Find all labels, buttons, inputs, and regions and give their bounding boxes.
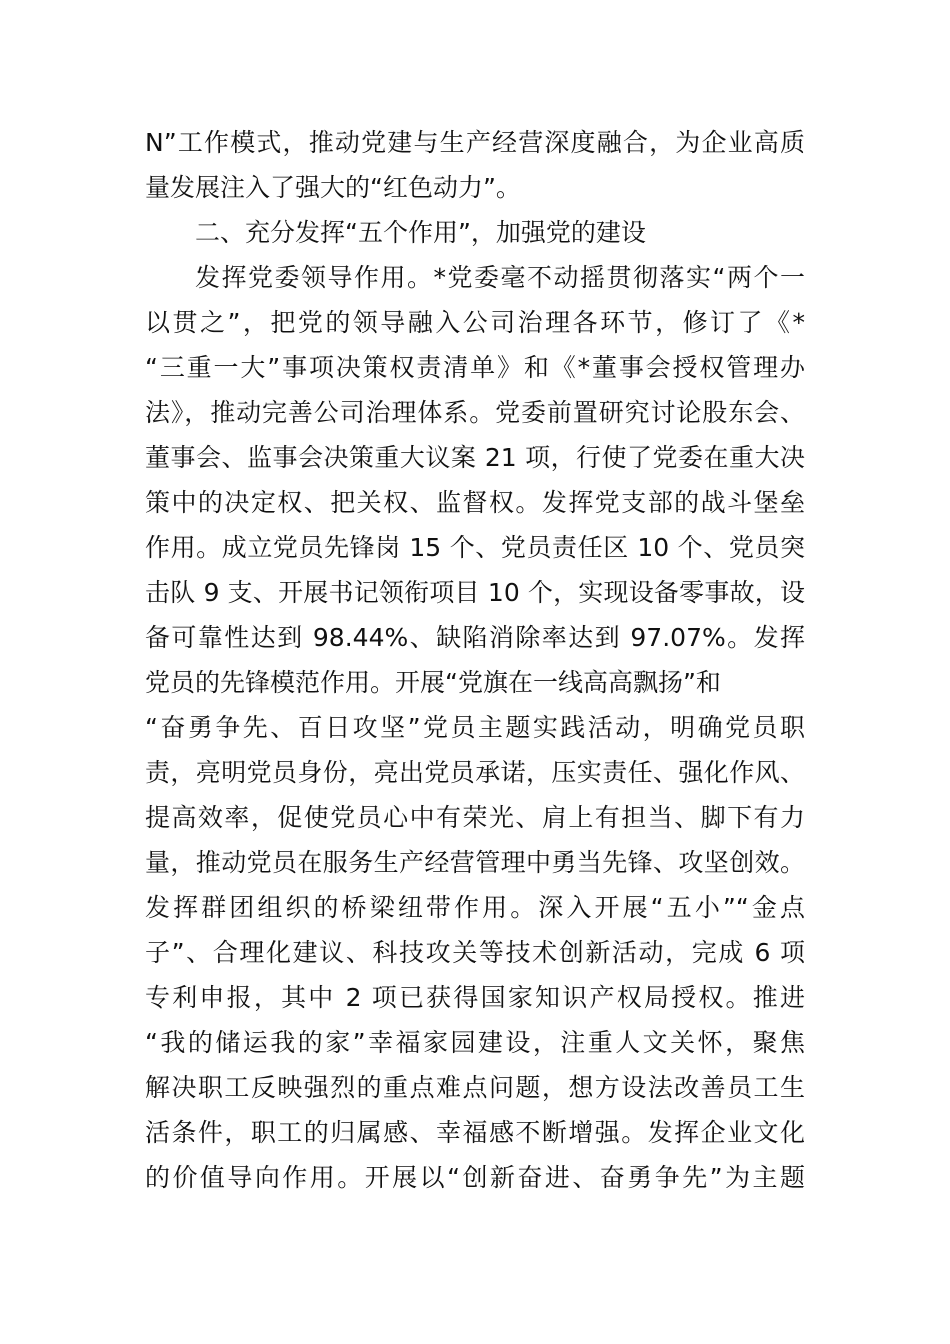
text-line: 责，亮明党员身份，亮出党员承诺，压实责任、强化作风、 — [145, 758, 805, 787]
text-line: N”工作模式，推动党建与生产经营深度融合，为企业高质 — [145, 128, 805, 157]
paragraph-first-line: 发挥党委领导作用。*党委毫不动摇贯彻落实“两个一 — [195, 263, 805, 292]
text-line: 备可靠性达到 98.44%、缺陷消除率达到 97.07%。发挥 — [145, 623, 805, 652]
text-line: 发挥群团组织的桥梁纽带作用。深入开展“五小”“金点 — [145, 893, 805, 922]
text-line: 活条件，职工的归属感、幸福感不断增强。发挥企业文化 — [145, 1118, 805, 1147]
text-line: “我的储运我的家”幸福家园建设，注重人文关怀，聚焦 — [145, 1028, 805, 1057]
text-line: 专利申报，其中 2 项已获得国家知识产权局授权。推进 — [145, 983, 805, 1012]
body-text — [145, 120, 805, 1200]
text-line: 提高效率，促使党员心中有荣光、肩上有担当、脚下有力 — [145, 803, 805, 832]
text-line: 量发展注入了强大的“红色动力”。 — [145, 173, 521, 202]
text-line: “三重一大”事项决策权责清单》和《*董事会授权管理办 — [145, 353, 805, 382]
text-line: “奋勇争先、百日攻坚”党员主题实践活动，明确党员职 — [145, 713, 805, 742]
text-line: 解决职工反映强烈的重点难点问题，想方设法改善员工生 — [145, 1073, 805, 1102]
text-line: 量，推动党员在服务生产经营管理中勇当先锋、攻坚创效。 — [145, 848, 805, 877]
section-heading: 二、充分发挥“五个作用”，加强党的建设 — [195, 218, 646, 247]
text-line: 的价值导向作用。开展以“创新奋进、奋勇争先”为主题 — [145, 1163, 805, 1192]
text-line: 作用。成立党员先锋岗 15 个、党员责任区 10 个、党员突 — [145, 533, 805, 562]
text-line: 党员的先锋模范作用。开展“党旗在一线高高飘扬”和 — [145, 668, 721, 697]
text-line: 董事会、监事会决策重大议案 21 项，行使了党委在重大决 — [145, 443, 805, 472]
text-line: 法》，推动完善公司治理体系。党委前置研究讨论股东会、 — [145, 398, 805, 427]
text-line: 子”、合理化建议、科技攻关等技术创新活动，完成 6 项 — [145, 938, 805, 967]
text-line: 策中的决定权、把关权、监督权。发挥党支部的战斗堡垒 — [145, 488, 805, 517]
text-line: 以贯之”，把党的领导融入公司治理各环节，修订了《* — [145, 308, 805, 337]
text-line: 击队 9 支、开展书记领衔项目 10 个，实现设备零事故，设 — [145, 578, 805, 607]
